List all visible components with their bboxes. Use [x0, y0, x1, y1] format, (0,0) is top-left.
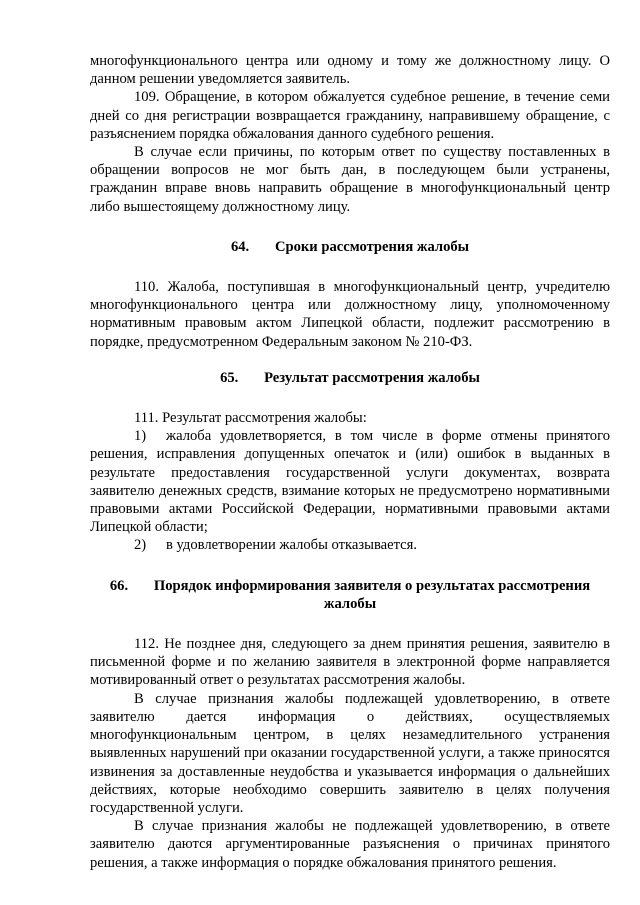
paragraph-112-rejected: В случае признания жалобы не подлежащей удовлетворению, в ответе заявителю даются аргументированные разъяснения о причинах принятого решения, а также информация о порядке обжалования принятого решения. — [90, 818, 610, 871]
list-item-1 — [90, 427, 610, 536]
paragraph-continuation: многофункционального центра или одному и тому же должностному лицу. О данном решении уведомляется заявитель. — [90, 53, 610, 88]
section-title-64: Сроки рассмотрения жалобы — [274, 238, 470, 255]
list-item-2 — [90, 536, 610, 554]
section-heading-65 — [90, 369, 610, 387]
list-marker-2: 2) — [134, 537, 147, 554]
section-title-66-line1: Порядок информирования заявителя о результатах рассмотрения — [153, 577, 591, 594]
section-number-64: 64. — [230, 238, 250, 255]
paragraph-112: 112. Не позднее дня, следующего за днем принятия решения, заявителю в письменной форме и по желанию заявителя в электронной форме направляется мотивированный ответ о результатах рассмотрения жалобы. — [90, 636, 610, 689]
section-heading-66 — [90, 577, 610, 613]
list-item-text-1: жалоба удовлетворяется, в том числе в форме отмены принятого решения, исправления допущенных опечаток и (или) ошибок в выданных в результате предоставления государственной услуги документах, возврата заявителю денежных средств, взимание которых не предусмотрено нормативными правовыми актами Российской Федерации, нормативными правовыми актами Липецкой области; — [90, 428, 610, 536]
paragraph-112-satisfied: В случае признания жалобы подлежащей удовлетворению, в ответе заявителю дается информация о действиях, осуществляемых многофункциональным центром, в целях незамедлительного устранения выявленных нарушений при оказании государственной услуги, а также приносятся извинения за доставленные неудобства и указывается информация о дальнейших действиях, которые необходимо совершить заявителю в целях получения государственной услуги. — [90, 690, 610, 816]
paragraph-109: 109. Обращение, в котором обжалуется судебное решение, в течение семи дней со дня регистрации возвращается гражданину, направившему обращение, с разъяснением порядка обжалования данного судебного решения. — [90, 89, 610, 142]
list-marker-1: 1) — [134, 428, 147, 445]
section-number-66: 66. — [109, 577, 129, 594]
paragraph-111-intro: 111. Результат рассмотрения жалобы: — [134, 410, 367, 427]
section-title-65: Результат рассмотрения жалобы — [264, 369, 480, 386]
paragraph-109-followup: В случае если причины, по которым ответ по существу поставленных в обращении вопросов не мог быть дан, в последующем были устранены, гражданин вправе вновь направить обращение в многофункциональный центр либо вышестоящему должностному лицу. — [90, 144, 610, 215]
section-title-66-line2: жалобы — [323, 595, 377, 612]
paragraph-110: 110. Жалоба, поступившая в многофункциональный центр, учредителю многофункционального центра или должностному лицу, уполномоченному нормативным правовым актом Липецкой области, подлежит рассмотрению в порядке, предусмотренном Федеральным законом № 210-ФЗ. — [90, 279, 610, 350]
list-item-text-2: в удовлетворении жалобы отказывается. — [166, 537, 418, 554]
section-number-65: 65. — [220, 369, 239, 386]
document-page — [90, 52, 610, 872]
section-heading-64 — [90, 238, 610, 256]
